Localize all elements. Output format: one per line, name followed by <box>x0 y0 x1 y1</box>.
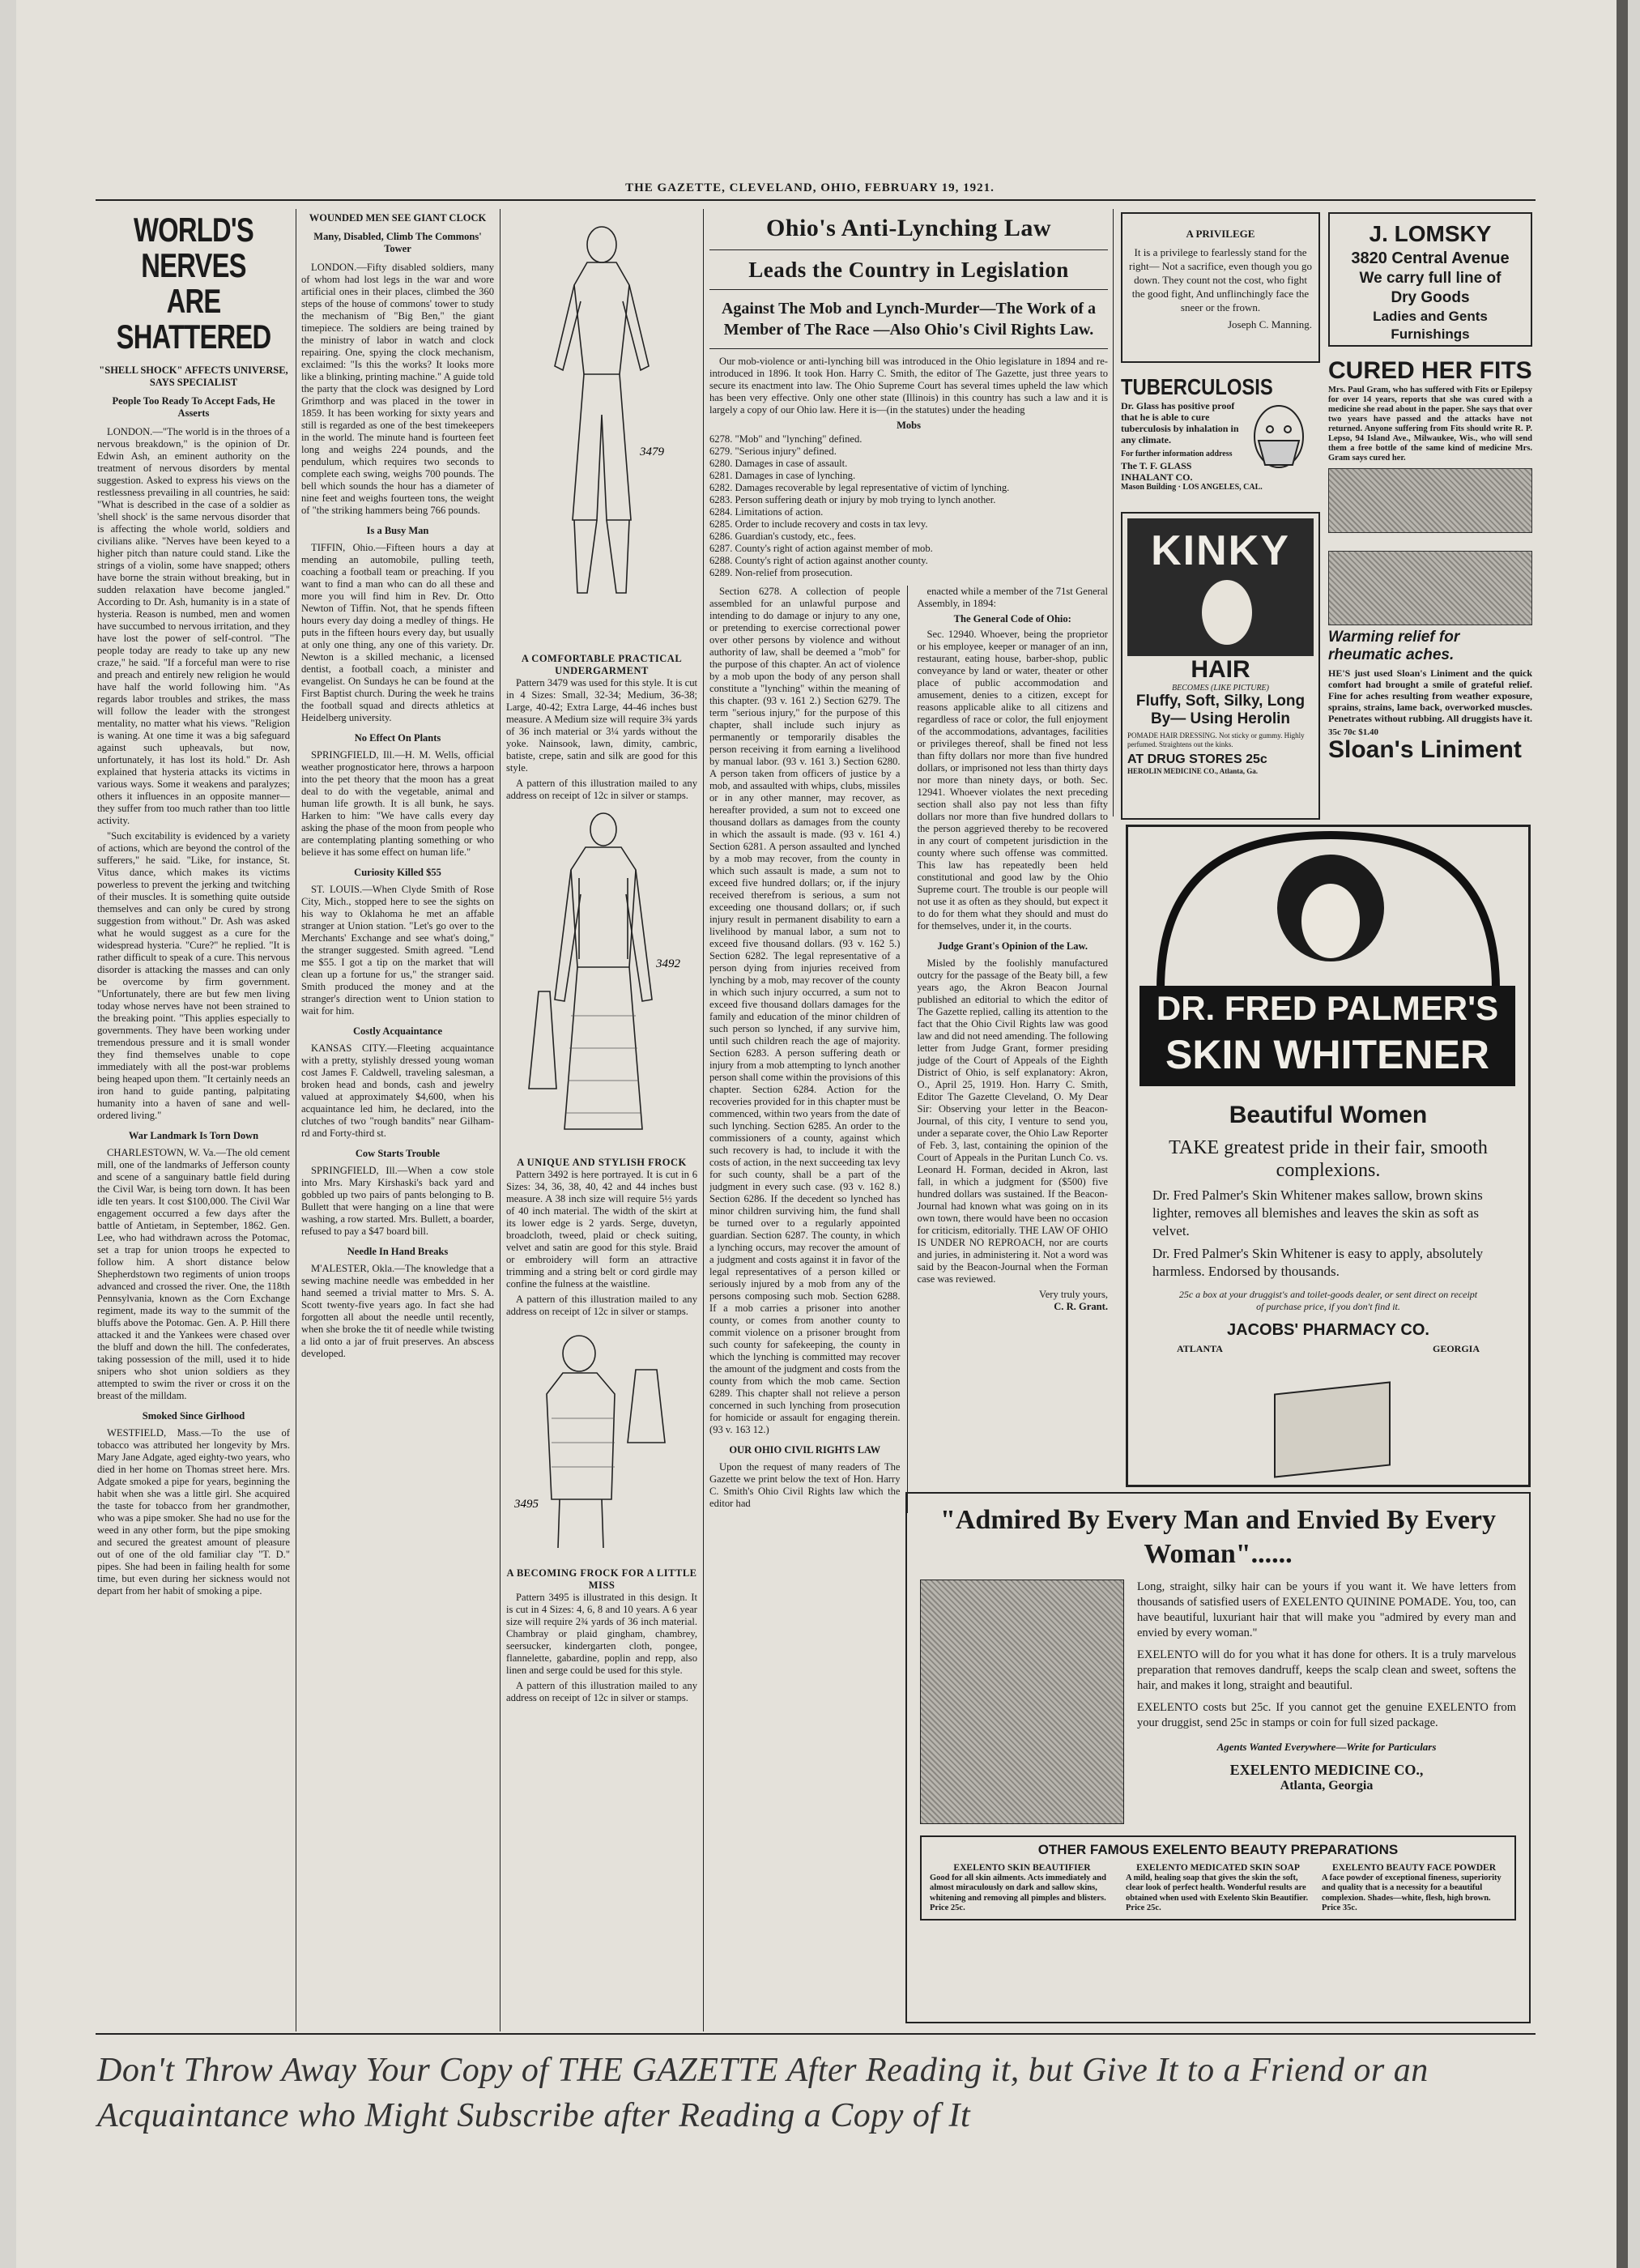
exelento-product <box>930 1863 1114 1914</box>
section-line: 6283. Person suffering death or injury by mob trying to lynch another. <box>709 494 996 505</box>
mask-face-illustration <box>1242 400 1315 481</box>
right-subcolumn <box>918 586 1109 1513</box>
exelento-product <box>1322 1863 1506 1914</box>
section-line: 6288. County's right of action against another county. <box>709 555 928 566</box>
column-3-patterns <box>506 212 697 2027</box>
page-edge <box>1617 0 1628 2268</box>
privilege-poem: It is a privilege to fearlessly stand for the right— Not a sacrifice, even though you go down. They count not the cost, who fight the good fight, And unflinchingly face the sneer or the frown. <box>1129 246 1312 313</box>
kinky-hair-word: HAIR <box>1191 656 1250 683</box>
smoke-body: WESTFIELD, Mass.—To the use of tobacco was attributed her longevity by Mrs. Mary Jane Adgate, aged eighty-two years, who died in her home on Thomas street here. Mrs. Adgate smoked a pipe for years, beginning the habit when she was a little girl. She acquired the taste for tobacco from her grandmother, who was a pipe smoker. She had no use for the weed in any other form, but the pipe smoking and secured the greatest amount of pleasure out of one of the old familiar clay "T. D." pipes. She had been in failing health for some time, but even during her sickness would not depart from her habit of smoking a pipe. <box>97 1427 290 1597</box>
palmer-company: JACOBS' PHARMACY CO. <box>1227 1321 1429 1339</box>
judge-body: Misled by the foolishly manufactured outcry for the passage of the Beaty bill, a few years ago, the Akron Beacon Journal published an editorial to which the editor of The Gazette replied, calling its attention to the fact that the Ohio Civil Rights law was good law and did not need amending. The following letter from Judge Grant, former presiding judge of the Court of Appeals of the Eighth District of Ohio, is self explanatory: Akron, O., April 25, 1919. Hon. Harry C. Smith, Editor The Gazette Cleveland, O. My Dear Sir: Observing your letter in the Beacon-Journal, of this city, I venture to send you, under a separate cover, the Ohio Law Reporter of Feb. 3, last, containing the opinion of the Court of Appeals in the Puritan Lunch Co. vs. Leonard H. Forman, decided in Akron, last fall, in which a judgment for ($500) five hundred dollars was sustained. If the Beacon-Journal had known what was going on in its own town, there would have been no occasion for criticism, editorially. THE LAW OF OHIO IS UNDER NO REPROACH, nor are courts and juries, in administering it. Not a word was said by the Beacon-Journal when the Forman case was reviewed. <box>917 957 1108 1285</box>
kinky-hair-ad <box>1121 512 1320 820</box>
article-title-1: Ohio's Anti-Lynching Law <box>765 215 1052 241</box>
tb-title: TUBERCULOSIS <box>1121 374 1273 399</box>
section-line: 6286. Guardian's custody, etc., fees. <box>709 531 856 542</box>
column-rule <box>703 209 704 2031</box>
section-line: 6280. Damages in case of assault. <box>709 458 848 469</box>
woman-hair-illustration <box>1127 518 1314 656</box>
lomsky-name: J. LOMSKY <box>1369 221 1492 246</box>
tb-more: For further information address <box>1121 450 1233 458</box>
plants-body: SPRINGFIELD, Ill.—H. M. Wells, official weather prognosticator here, throws a harpoon into the pet theory that the moon has a great deal to do with the vegetable, animal and human life growth. It is all bunk, he says. Harken to him: "We have calls every day asking the phase of the moon from people who are contemplating planting something or who believe it has some effect on human life." <box>301 749 494 858</box>
smoke-headline: Smoked Since Girlhood <box>142 1410 245 1422</box>
palmer-take: TAKE greatest pride in their fair, smooth complexions. <box>1169 1137 1488 1181</box>
pattern-number: 3479 <box>640 446 664 458</box>
judge-signature: C. R. Grant. <box>1054 1301 1108 1312</box>
pattern-3-caption: A BECOMING FROCK FOR A LITTLE MISS <box>506 1567 697 1591</box>
section-line: 6282. Damages recoverable by legal representative of victim of lynching. <box>709 482 1010 493</box>
fits-ad <box>1328 356 1532 543</box>
palmer-body-1: Dr. Fred Palmer's Skin Whitener makes sallow, brown skins lighter, removes all blemishes and leaves the skin as soft as velvet. <box>1152 1187 1483 1238</box>
exelento-ad <box>905 1492 1531 2023</box>
clock-sub: Many, Disabled, Climb The Commons' Tower <box>313 231 482 254</box>
cow-body: SPRINGFIELD, Ill.—When a cow stole into Mrs. Mary Kirshaski's back yard and gobbled up two pairs of pants belonging to B. Bullett that were hanging on a line that were washing, a row started. Mrs. Bullett, a boarder, refused to pay a $47 board bill. <box>301 1165 494 1237</box>
exelento-text <box>1137 1580 1516 1824</box>
kinky-tagline: Fluffy, Soft, Silky, Long By— Using Herolin <box>1135 693 1306 727</box>
tb-address: Mason Building · LOS ANGELES, CAL. <box>1121 483 1263 492</box>
section-line: 6278. "Mob" and "lynching" defined. <box>709 433 863 445</box>
busy-headline: Is a Busy Man <box>366 525 429 536</box>
subheadline: "SHELL SHOCK" AFFECTS UNIVERSE, SAYS SPECIALIST <box>99 364 288 388</box>
mobs-heading: Mobs <box>897 420 921 431</box>
article-title-3: Against The Mob and Lynch-Murder—The Work of a Member of The Race —Also Ohio's Civil Rights Law. <box>721 300 1097 339</box>
article-body: LONDON.—"The world is in the throes of a nervous breakdown," is the opinion of Dr. Edwin Ash, an eminent authority on the treatment of nervous disorders by mental suggestion. Asked to express his views on the restlessness prevailing in all countries, he said: "What is described in the case of a soldier as 'shell shock' is the same nervous disorder that is affecting the whole world, soldiers and civilians alike. "Nerves have been keyed to a higher pitch than nature could stand. Like the strings of a violin, some have snapped; others have borne the strain without breaking, but in sudden relaxation have become jangled." According to Dr. Ash, humanity is in a state of hysteria. Reason is numbed, men and women have succumbed to nervous irritation, and they have lost the power of self-control. "The people today are ready to take up any new craze," he said. "If a forceful man were to rise and preach and entirely new religion he would have half the world following him. "As regards labor troubles and strikes, the mass will follow the leader with the strongest mentality, no matter what his views. "Religion is waning. At one time it was a big safeguard against such upheavals, but now, unfortunately, it has lost its hold." Dr. Ash explained that hysteria attacks its victims in various ways. Some it weakens and paralyzes; others it influences in an opposite manner—they suffer from too much rather than too little activity. <box>97 426 290 826</box>
exelento-body-3: EXELENTO costs but 25c. If you cannot get the genuine EXELENTO from your druggist, send 25c in stamps or coin for full sized package. <box>1137 1701 1516 1729</box>
exelento-body-1: Long, straight, silky hair can be yours if you want it. We have letters from thousands of satisfied users of EXELENTO QUININE POMADE. You, too, can have beautiful, luxuriant hair that will make you "admired by every man and envied by every woman." <box>1137 1580 1516 1639</box>
exelento-company: EXELENTO MEDICINE CO., <box>1229 1762 1424 1778</box>
palmer-title-2: SKIN WHITENER <box>1165 1032 1489 1077</box>
code-body: Sec. 12940. Whoever, being the proprietor or his employee, keeper or manager of an inn, restaurant, eating house, barber-shop, public conveyance by land or water, theater or other place of public accommodation and amusement, denies to a citizen, except for reasons applicable alike to all citizens and regardless of race or color, the full enjoyment of the accommodations, advantages, facilities or privileges thereof, shall be fined not less than fifty dollars nor more than five hundred dollars, or imprisoned not less than thirty days nor more than ninety days, or both. Sec. 12941. Whoever violates the next preceding section shall also pay not less than fifty dollars nor more than five hundred dollars to the person aggrieved thereby to be recovered in any court of competent jurisdiction in the county where such offense was committed. This law has repeatedly been held constitutional and good law by the Ohio Supreme court. The trouble is our people will not use it as often as they should, but expect it to do for them what they should and must do for themselves, under it, in the courts. <box>917 629 1108 932</box>
headline-world-nerves: WORLD'S NERVES <box>134 212 253 284</box>
exelento-portrait <box>920 1580 1124 1824</box>
cow-headline: Cow Starts Trouble <box>355 1148 441 1159</box>
exelento-agents: Agents Wanted Everywhere—Write for Particulars <box>1216 1741 1437 1753</box>
product-title: EXELENTO MEDICATED SKIN SOAP <box>1136 1863 1300 1873</box>
kinky-becomes: BECOMES (LIKE PICTURE) <box>1172 684 1269 693</box>
palmer-title-1: DR. FRED PALMER'S <box>1156 989 1499 1027</box>
section-line: 6284. Limitations of action. <box>709 506 824 518</box>
pattern-number: 3492 <box>656 957 680 970</box>
pattern-2-caption: A UNIQUE AND STYLISH FROCK <box>517 1157 687 1168</box>
tb-text <box>1121 400 1242 483</box>
clock-body: LONDON.—Fifty disabled soldiers, many of whom had lost legs in the war and wore artificial ones in their places, climbed the 360 steps of the house of commons' tower to study the mechanism of "Big Ben," the giant timepiece. The soldiers are being trained by the ministry of labor in watch and clock repairing. One, spying the clock mechanism, exclaimed: "Is this the works? It looks more like a blinking, printing machine." A guide told the party that the clock was designed by Lord Grimthorp and was placed in the tower in 1859. It has been working for sixty years and still is regarded as one of the best timekeepers in the world. The minute hand is fourteen feet long and weighs 224 pounds, and the pendulum, which requires two seconds to complete each swing, weighs 700 pounds. The bell which sounds the hour has a diameter of nine feet and weighs fourteen tons, the weight of "the striking hammers being 766 pounds. <box>301 262 494 516</box>
pattern-number: 3495 <box>514 1498 539 1511</box>
enacted-text: enacted while a member of the 71st General Assembly, in 1894: <box>917 586 1108 609</box>
acquaintance-headline: Costly Acquaintance <box>352 1025 443 1037</box>
exelento-body-2: EXELENTO will do for you what it has done for others. It is a truly marvelous preparation that removes dandruff, keeps the scalp clean and sweet, softens the hair, and makes it long, straight and beautiful. <box>1137 1648 1516 1692</box>
pattern-3-body: Pattern 3495 is illustrated in this design. It is cut in 4 Sizes: 4, 6, 8 and 10 years. A 6 year size will require 2¾ yards of 36 inch material. Chambray or plaid gingham, chambrey, seersucker, kindergarten cloth, pongee, flannelette, gabardine, poplin and repp, also linen and serge could be used for this style. <box>506 1592 697 1676</box>
privilege-author: Joseph C. Manning. <box>1228 318 1312 330</box>
fits-body: Mrs. Paul Gram, who has suffered with Fits or Epilepsy for over 14 years, reports that she was cured with a medicine she read about in the paper. She says that over two years have passed and the attacks have not returned. Anyone suffering from Fits should write R. P. Lepso, 94 Island Ave., Milwaukee, Wis., who will send them a free bottle of the same kind of medicine Mrs. Gram says cured her. <box>1328 386 1532 463</box>
sections-body: Section 6278. A collection of people assembled for an unlawful purpose and intending to do damage or injury to any one, or pretending to exercise correctional power over other persons by violence and without authority of law, shall be deemed a "mob" for the purpose of this chapter. An act of violence by a mob upon the body of any person shall constitute a "lynching" within the meaning of this chapter. (93 v. 161 2.) Section 6279. The term "serious injury," for the purpose of this chapter, shall include such injury as permanently or temporarily disables the person receiving it from earning a livelihood by manual labor. (93 v. 161 3.) Section 6280. A person taken from officers of justice by a mob, and assaulted with whips, clubs, missiles or in any other manner, may recover, as hereafter provided, a sum not to exceed one thousand dollars as damages from the county in which the assault is made. (93 v. 161 4.) Section 6281. A person assaulted and lynched by a mob may recover, from the county in which such assault is made, a sum not to exceed five hundred dollars; or, if the injury received therefrom is serious, a sum not exceeding one thousand dollars; or, if such injury result in permanent disability to earn a livelihood by manual labor, a sum not to exceed five thousand dollars. (93 v. 162 5.) Section 6282. The legal representative of a person dying from injuries received from lynching by a mob, may recover of the county in which such injury occurred, a sum not to exceed five thousand dollars damages for the family and education of the minor children of such person so lynched, if any survive him, until such children reach the age of majority. Section 6283. A person suffering death or injury from a mob attempting to lynch another person shall come within the provisions of this chapter. Section 6284. Action for the recoveries provided for in this chapter must be commenced, within two years from the date of such lynching. Section 6285. An order to the commissioners of a county, against which such recovery is had, to include it with the costs of action, in the next succeeding tax levy for such county, shall be a part of the judgment in every such case. (93 v. 162 8.) Section 6286. If the decedent so lynched has minor children surviving him, the fund shall be turned over to a regularly appointed guardian. Section 6287. The county, in which a lynching occurs, may recover the amount of a judgment and costs against it in favor of the legal representatives of a person killed or seriously injured by a mob from any of the persons composing such mob. Section 6288. If a mob carries a prisoner into another county, or comes from another county to commit violence on a prisoner brought from such county for safekeeping, the county in which the lynching is committed may recover the amount of the judgment and costs from the county from which the mob came. Section 6289. This chapter shall not relieve a person concerned in such lynching from prosecution for homicide or assault for engaging therein. (93 v. 163 12.) <box>709 586 901 1435</box>
exelento-title: "Admired By Every Man and Envied By Every Woman"...... <box>939 1505 1496 1569</box>
curiosity-headline: Curiosity Killed $55 <box>354 867 441 878</box>
sloans-ad <box>1328 551 1532 810</box>
article-intro: Our mob-violence or anti-lynching bill was introduced in the Ohio legislature in 1894 and re-introduced in 1896. It took Hon. Harry C. Smith, the editor of The Gazette, just three years to secure its enactment into law. The Ohio Supreme Court has several times upheld the law which has been very effective. Only one other state (Illinois) in this country has such a law and it is largely a copy of our Ohio law. Here it is—(in the statutes) under the heading <box>709 356 1108 416</box>
palmer-body-2: Dr. Fred Palmer's Skin Whitener is easy to apply, absolutely harmless. Endorsed by thousands. <box>1152 1246 1484 1279</box>
palmer-state: GEORGIA <box>1432 1343 1480 1354</box>
left-subcolumn <box>709 586 908 1513</box>
footer-banner: Don't Throw Away Your Copy of THE GAZETTE After Reading it, but Give It to a Friend or an Acquaintance who Might Subscribe after Reading a Copy of It <box>97 2052 1429 2134</box>
acquaintance-body: KANSAS CITY.—Fleeting acquaintance with a pretty, stylishly dressed young woman cost James F. Caldwell, traveling salesman, a broken head and bonds, cash and jewelry valued at approximately $4,600, when his acquaintance led him, he declared, into the clutches of two "rough bandits" near Gilham-rd and Forty-third st. <box>301 1042 494 1139</box>
section-line: 6289. Non-relief from prosecution. <box>709 567 853 578</box>
pattern-1-mail: A pattern of this illustration mailed to any address on receipt of 12c in silver or stamps. <box>506 778 697 801</box>
kinky-body: POMADE HAIR DRESSING. Not sticky or gummy. Highly perfumed. Straightens out the kinks. <box>1127 731 1305 748</box>
palmer-product-box <box>1274 1381 1391 1477</box>
little-miss-illustration <box>506 1321 697 1564</box>
exelento-other-box <box>920 1835 1516 1921</box>
kinky-title: KINKY <box>1151 527 1290 574</box>
palmer-location <box>1177 1343 1480 1355</box>
war-body: CHARLESTOWN, W. Va.—The old cement mill, one of the landmarks of Jefferson county and scene of a sanguinary battle field during the Civil War, is being torn down. It has been idle ten years. It cost $100,000. The Civil War engagement occurred a few days after the battle of Antietam, in September, 1862. Gen. Lee, who had withdrawn across the Potomac, set a trap for union troops he expected to follow him. A short distance below Shepherdstown two regiments of union troops advanced and crossed the river. One, the 118th Pennsylvania, known as the Corn Exchange regiment, made its way to the summit of the bluffs above the Potomac. Gen. A. P. Hill there attacked it and the Yankees were chased over the bluff and down the hill. The confederates, taking possession of the mill, used it to hide snipers who shot union soldiers as they attempted to swim the river or cross it on the breast of the milldam. <box>97 1147 290 1401</box>
sloans-warming: Warming relief for rheumatic aches. <box>1328 629 1460 663</box>
needle-headline: Needle In Hand Breaks <box>347 1246 449 1257</box>
palmer-price: 25c a box at your druggist's and toilet-goods dealer, or sent direct on receipt of purchase price, if you don't find it. <box>1178 1289 1478 1312</box>
column-rule <box>500 209 501 2031</box>
judge-closing: Very truly yours, <box>1039 1289 1108 1300</box>
pattern-2-mail: A pattern of this illustration mailed to any address on receipt of 12c in silver or stamps. <box>506 1294 697 1317</box>
sloans-body: HE'S just used Sloan's Liniment and the quick comfort had brought a smile of grateful relief. Fine for aches resulting from weather exposure, sprains, strains, lame back, overworked muscles. Penetrates without rubbing. All druggists have it. <box>1328 667 1533 724</box>
column-1 <box>97 212 290 2027</box>
exelento-product <box>1126 1863 1310 1914</box>
product-title: EXELENTO SKIN BEAUTIFIER <box>953 1863 1091 1873</box>
product-title: EXELENTO BEAUTY FACE POWDER <box>1331 1863 1497 1873</box>
undergarment-illustration <box>506 212 697 650</box>
pattern-1-caption: A COMFORTABLE PRACTICAL UNDERGARMENT <box>521 653 683 676</box>
sloans-prices: 35c 70c $1.40 <box>1328 727 1379 737</box>
pattern-3-mail: A pattern of this illustration mailed to any address on receipt of 12c in silver or stamps. <box>506 1680 697 1703</box>
lomsky-line-3: Ladies and Gents Furnishings <box>1373 309 1488 342</box>
privilege-box <box>1121 212 1320 363</box>
section-line: 6279. "Serious injury" defined. <box>709 446 837 457</box>
sloans-illustration <box>1328 551 1532 625</box>
masthead: THE GAZETTE, CLEVELAND, OHIO, FEBRUARY 19, 1921. <box>625 181 995 194</box>
palmer-banner <box>1139 986 1515 1086</box>
exelento-products <box>930 1863 1506 1914</box>
kinky-price: AT DRUG STORES 25c <box>1127 752 1267 766</box>
exelento-city: Atlanta, Georgia <box>1280 1779 1374 1793</box>
palmer-city: ATLANTA <box>1177 1343 1223 1354</box>
palmer-portrait <box>1128 827 1528 989</box>
section-line: 6281. Damages in case of lynching. <box>709 470 856 481</box>
curiosity-body: ST. LOUIS.—When Clyde Smith of Rose City, Mich., stopped here to see the sights on his way to Oklahoma he met an affable stranger at Union station. "Let's go over to the Merchants' Exchange and see what's doing," the stranger suggested. Smith agreed. "Lend me $55. I got a tip on the market that will clean up a fortune for us," the stranger said. Smith produced the money and at the stranger's direction went to Union station to wait for him. <box>301 884 494 1017</box>
fits-title: CURED HER FITS <box>1328 357 1532 384</box>
pattern-2-body: Pattern 3492 is here portrayed. It is cut in 6 Sizes: 34, 36, 38, 40, 42 and 44 inches bust measure. A 38 inch size will require 5½ yards of 40 inch material. The width of the skirt at its lower edge is 2 yards. Serge, duvetyn, broadcloth, tweed, plaid or check suiting, velvet and satin are good for this style. Braid or embroidery will form an attractive trimming and a string belt or cord girdle may confine the fulness at the waistline. <box>506 1169 697 1290</box>
bottom-rule <box>96 2033 1536 2035</box>
product-body: A mild, healing soap that gives the skin the soft, clear look of perfect health. Wonderful results are obtained when used with Exelento Skin Beautifier. Price 25c. <box>1126 1873 1309 1912</box>
column-2 <box>301 212 494 2027</box>
tb-company: The T. F. GLASS INHALANT CO. <box>1121 460 1193 483</box>
headline-shattered: ARE SHATTERED <box>116 282 271 356</box>
lomsky-line-1: We carry full line of <box>1359 270 1502 287</box>
privilege-title: A PRIVILEGE <box>1186 228 1255 240</box>
tuberculosis-ad <box>1121 374 1320 504</box>
clock-headline: WOUNDED MEN SEE GIANT CLOCK <box>309 212 487 224</box>
article-title-2: Leads the Country in Legislation <box>748 258 1069 282</box>
war-headline: War Landmark Is Torn Down <box>128 1130 259 1141</box>
subheadline-2: People Too Ready To Accept Fads, He Asserts <box>112 395 275 419</box>
lomsky-ad <box>1328 212 1532 347</box>
lomsky-line-2: Dry Goods <box>1391 289 1470 306</box>
palmer-text <box>1152 1099 1504 1358</box>
palmer-beautiful: Beautiful Women <box>1229 1102 1428 1128</box>
article-body-2: "Such excitability is evidenced by a variety of actions, which are beyond the control of the sufferers," he said. "Like, for instance, St. Vitus dance, which makes its victims powerless to prevent the jerking and twitching of their muscles. It is something quite outside themselves and can only be cured by strong suggestion from without." Dr. Ash was asked what he would suggest as a cure for the widespread hysteria. "Cure?" he replied. "It is rather difficult to speak of a cure. This nervous disorder is attacking the masses and can only be overcome by firm government. "Unfortunately, there are but few men living today whose nerves have not been strained to the breaking point. "This applies especially to governments. They have been working under tremendous pressure and it is small wonder they find themselves unable to cope immediately with all the post-war problems being heaped upon them. "It certainly needs an iron hand to guide panting, palpitating humanity into a haven of sane and well-ordered living." <box>97 830 290 1121</box>
code-heading: The General Code of Ohio: <box>953 613 1071 625</box>
lomsky-address: 3820 Central Avenue <box>1351 249 1510 267</box>
civil-rights-heading: OUR OHIO CIVIL RIGHTS LAW <box>729 1444 881 1456</box>
product-body: Good for all skin ailments. Acts immediately and almost miraculously on dark and sallow skins, whitening and removing all pimples and blisters. Price 25c. <box>930 1873 1106 1912</box>
kinky-company: HEROLIN MEDICINE CO., Atlanta, Ga. <box>1127 767 1259 775</box>
sections-list <box>709 433 1108 579</box>
palmer-ad <box>1126 825 1531 1487</box>
section-line: 6285. Order to include recovery and costs in tax levy. <box>709 518 928 530</box>
fits-illustration <box>1328 468 1532 533</box>
product-body: A face powder of exceptional fineness, superiority and quality that is a necessity for a beautiful complexion. Shades—white, flesh, high brown. Price 35c. <box>1322 1873 1502 1912</box>
pattern-1-body: Pattern 3479 was used for this style. It is cut in 4 Sizes: Small, 32-34; Medium, 36-38; Large, 40-42; Extra Large, 44-46 inches bust measure. A Medium size will require 3¾ yards of 36 inch material or 3¼ yards without the yoke. Nainsook, lawn, dimity, cambric, batiste, crepe, satin and silk are good for this style. <box>506 677 697 774</box>
plants-headline: No Effect On Plants <box>354 732 441 744</box>
civil-rights-body: Upon the request of many readers of The Gazette we print below the text of Hon. Harry C. Smith's Ohio Civil Rights law which the editor had <box>709 1461 901 1509</box>
sloans-name: Sloan's Liniment <box>1328 736 1522 763</box>
frock-illustration <box>506 805 697 1153</box>
top-rule <box>96 199 1536 201</box>
busy-body: TIFFIN, Ohio.—Fifteen hours a day at mending an automobile, pulling teeth, coaching a football team or preaching. If you want to find a man who can do all these and more you will find him in Rev. Dr. Otto Newton of Tiffin. Not, that he spends fifteen hours every day doing a medley of things. He puts in the fifteen hours every day, but usually at only one thing, any one of this variety. Dr. Newton is a skilled mechanic, a licensed dentist, a football coach, a minister and evangelist. On Sundays he can be found at the First Baptist church. During the week he trains the football squad and directs athletics at Heidelberg university. <box>301 542 494 723</box>
section-line: 6287. County's right of action against member of mob. <box>709 543 933 554</box>
column-rule <box>1113 209 1114 816</box>
judge-heading: Judge Grant's Opinion of the Law. <box>937 940 1088 952</box>
exelento-other-title: OTHER FAMOUS EXELENTO BEAUTY PREPARATIONS <box>1037 1842 1399 1857</box>
needle-body: M'ALESTER, Okla.—The knowledge that a sewing machine needle was embedded in her hand seemed a trivial matter to Mrs. S. A. Scott twenty-five years ago. In fact she had forgotten all about the needle until recently, when she broke the tit of needle while twisting a lid onto a jar of fruit preserves. An abscess developed. <box>301 1263 494 1359</box>
tb-body: Dr. Glass has positive proof that he is able to cure tuberculosis by inhalation in any climate. <box>1121 400 1239 446</box>
